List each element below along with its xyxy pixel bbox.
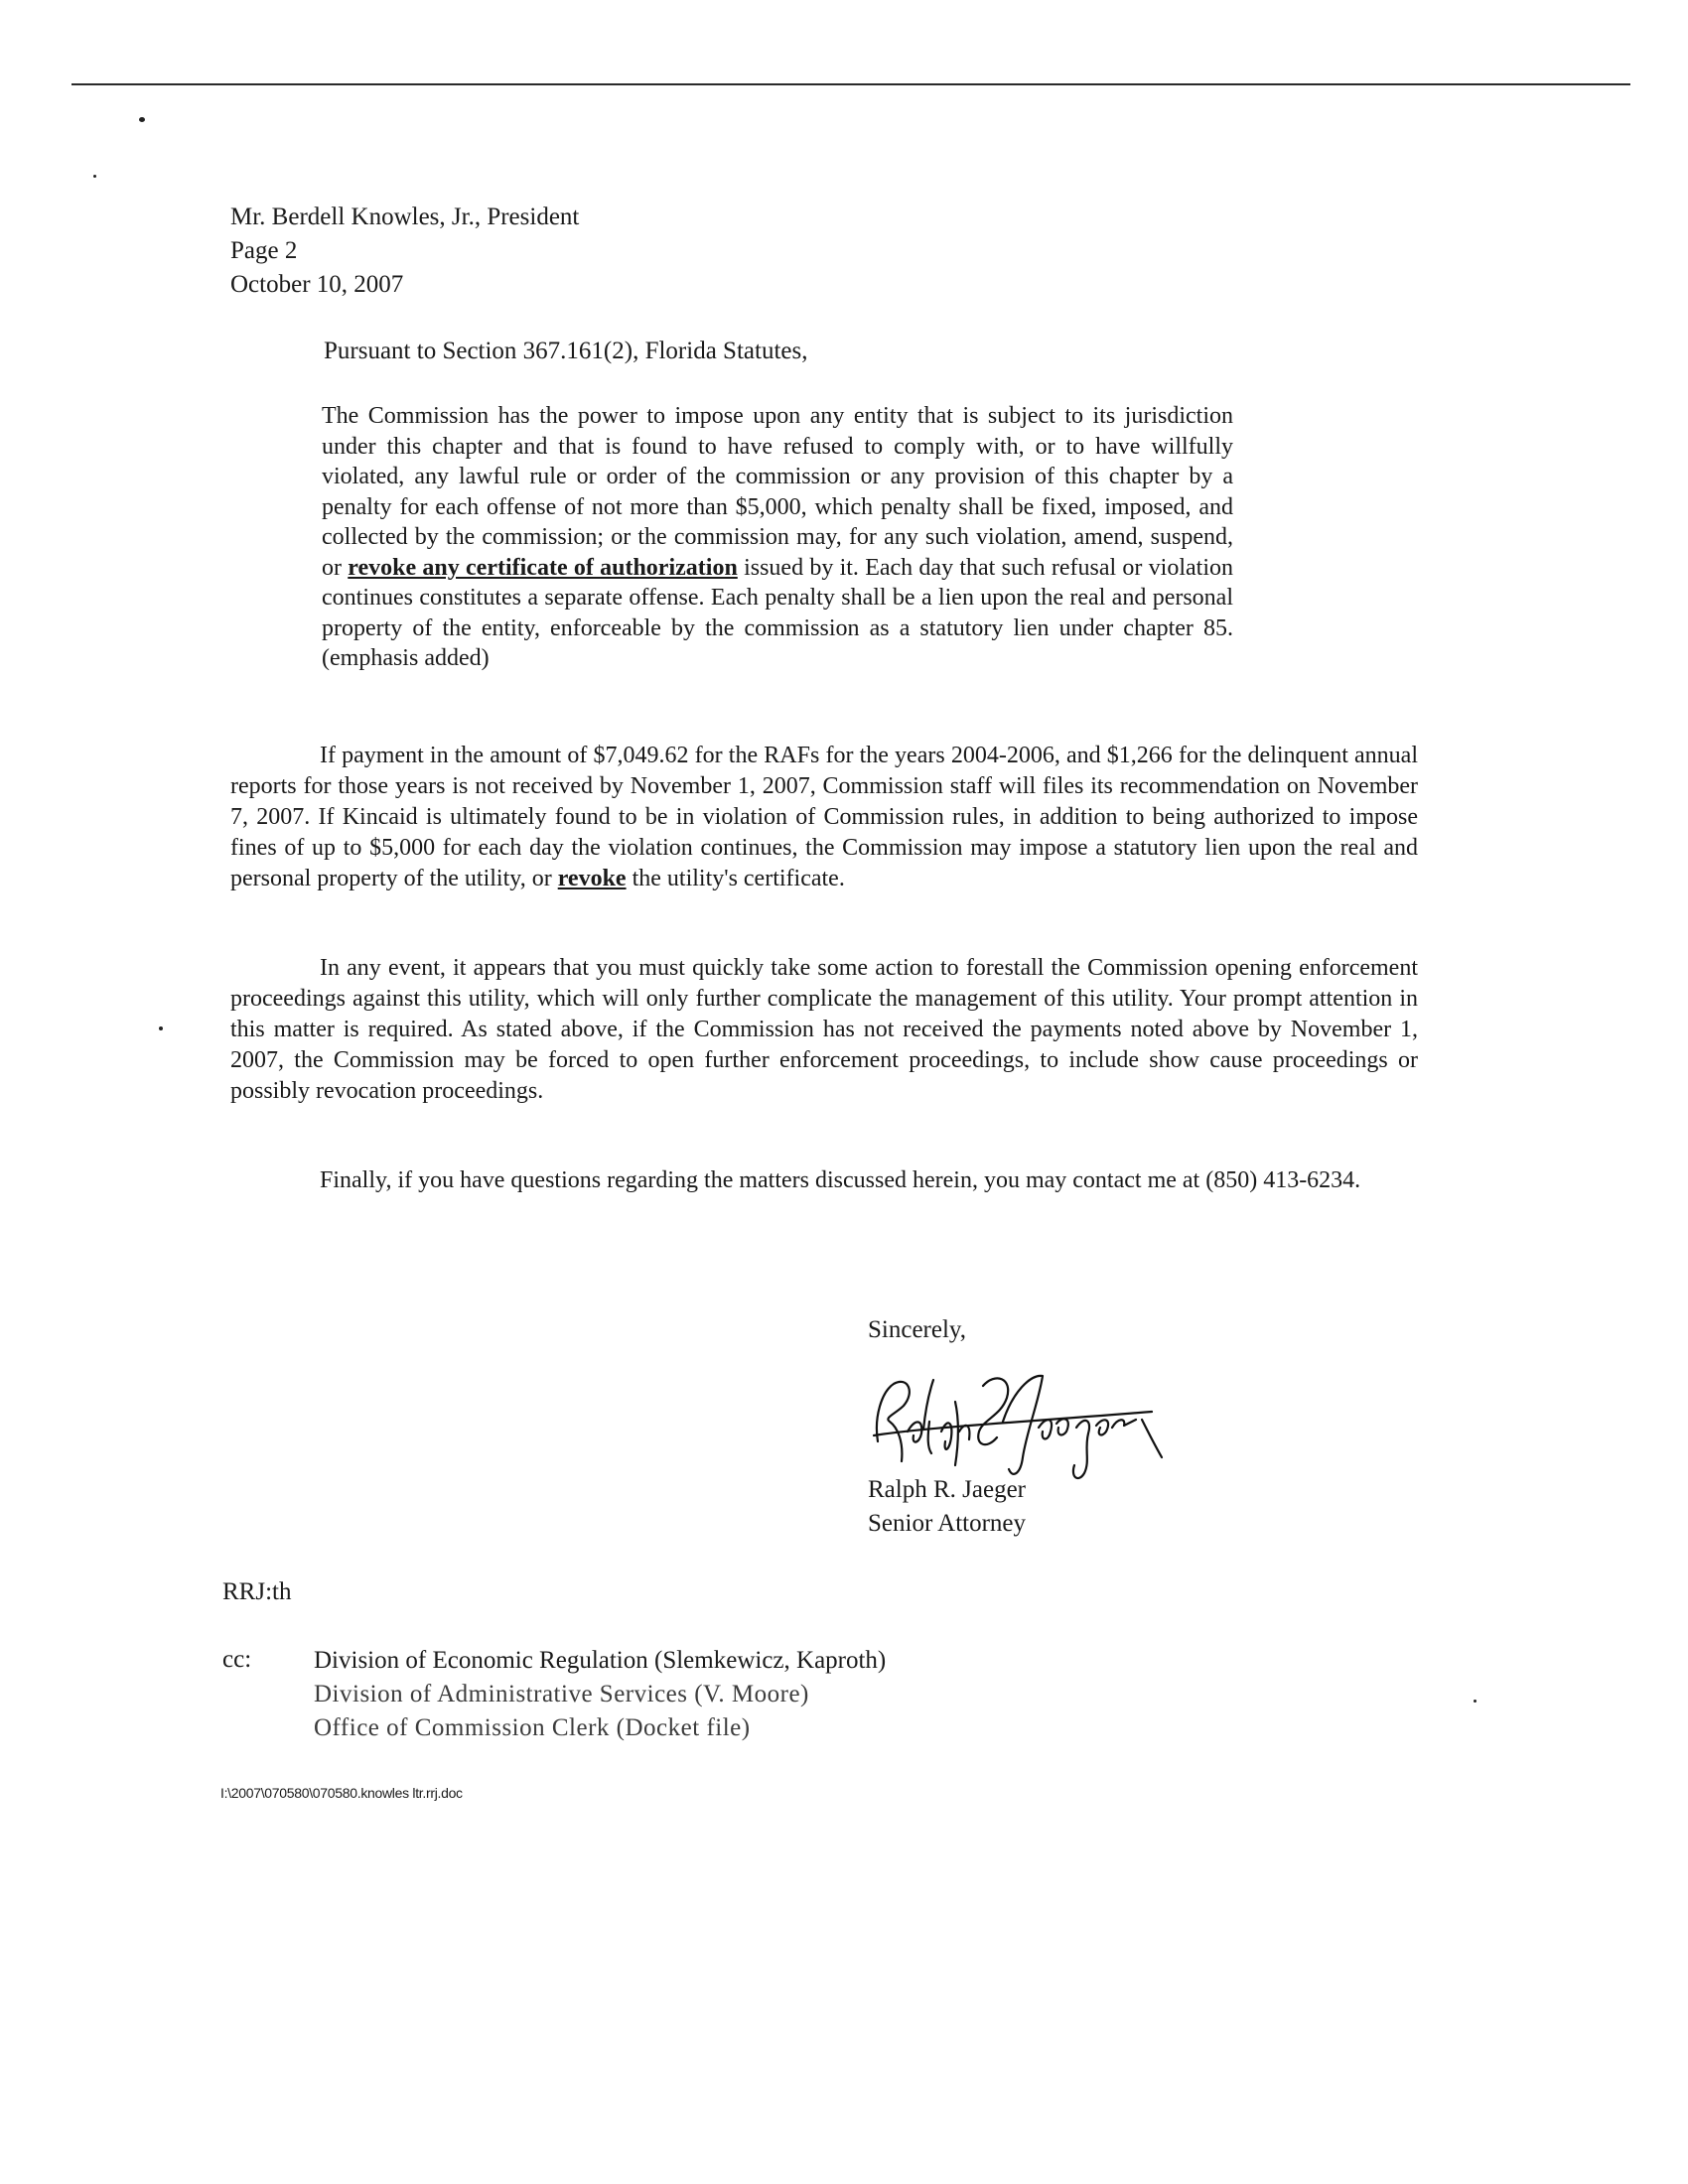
page-number: Page 2 [230, 237, 298, 264]
statute-intro: Pursuant to Section 367.161(2), Florida Statutes, [324, 338, 808, 364]
cc-recipient: Division of Economic Regulation (Slemkewicz, Kaproth) [314, 1647, 887, 1674]
top-rule [71, 83, 1630, 85]
payment-paragraph [230, 741, 1418, 894]
signer-title: Senior Attorney [868, 1510, 1027, 1537]
quote-emphasis: revoke any certificate of authorization [348, 554, 738, 581]
enforcement-text: In any event, it appears that you must quickly take some action to forestall the Commission opening enforcement proceedings against this utility, which will only further complicate the management of this utility. Your prompt attention in this matter is required. As stated above, if the Commission has not received the payments noted above by November 1, 2007, the Commission may be forced to open further enforcement proceedings, to include show cause proceedings or possibly revocation proceedings. [230, 955, 1418, 1104]
scan-speck [159, 1026, 163, 1030]
revoke-emphasis: revoke [557, 866, 627, 891]
quote-text-part2: issued by it. Each day that such refusal or violation continues constitutes a separate offense. Each penalty shall be a lien upon the real and personal property of the entity, enforceable by the commission as a statutory lien under chapter 85. (emphasis added) [322, 554, 1234, 671]
scan-speck [1474, 1700, 1477, 1703]
signer-name: Ralph R. Jaeger [868, 1476, 1026, 1503]
cc-recipient: Office of Commission Clerk (Docket file) [314, 1714, 751, 1741]
payment-text-part2: the utility's certificate. [626, 866, 845, 891]
enforcement-paragraph [230, 953, 1418, 1107]
cc-label: cc: [222, 1646, 252, 1673]
cc-recipient: Division of Administrative Services (V. Moore) [314, 1681, 809, 1707]
cc-list [314, 1644, 886, 1745]
letter-header [230, 201, 579, 302]
contact-paragraph [230, 1165, 1418, 1196]
quote-text-part1: The Commission has the power to impose upon any entity that is subject to its jurisdiction under this chapter and that is found to have refused to comply with, or to have willfully violated, any lawful rule or order of the commission or any provision of this chapter by a penalty for each offense of not more than $5,000, which penalty shall be fixed, imposed, and collected by the commission; or the commission may, for any such violation, amend, suspend, or [322, 403, 1233, 581]
scan-speck [139, 117, 145, 122]
document-file-path: I:\2007\070580\070580.knowles ltr.rrj.doc [220, 1785, 463, 1801]
contact-text: Finally, if you have questions regarding the matters discussed herein, you may contact me at (850) 413-6234. [320, 1167, 1361, 1193]
addressee-line: Mr. Berdell Knowles, Jr., President [230, 204, 580, 230]
typist-initials: RRJ:th [222, 1578, 292, 1605]
scan-speck [93, 175, 96, 178]
payment-text-part1: If payment in the amount of $7,049.62 for the RAFs for the years 2004-2006, and $1,266 for the delinquent annual reports for those years is not received by November 1, 2007, Commission staff will files its recommendation on November 7, 2007. If Kincaid is ultimately found to be in violation of Commission rules, in addition to being authorized to impose fines of up to $5,000 for each day the violation continues, the Commission may impose a statutory lien upon the real and personal property of the utility, or [230, 743, 1418, 891]
closing: Sincerely, [868, 1316, 967, 1343]
statute-quote [322, 401, 1233, 674]
letter-date: October 10, 2007 [230, 271, 404, 298]
signer-block [868, 1473, 1026, 1541]
